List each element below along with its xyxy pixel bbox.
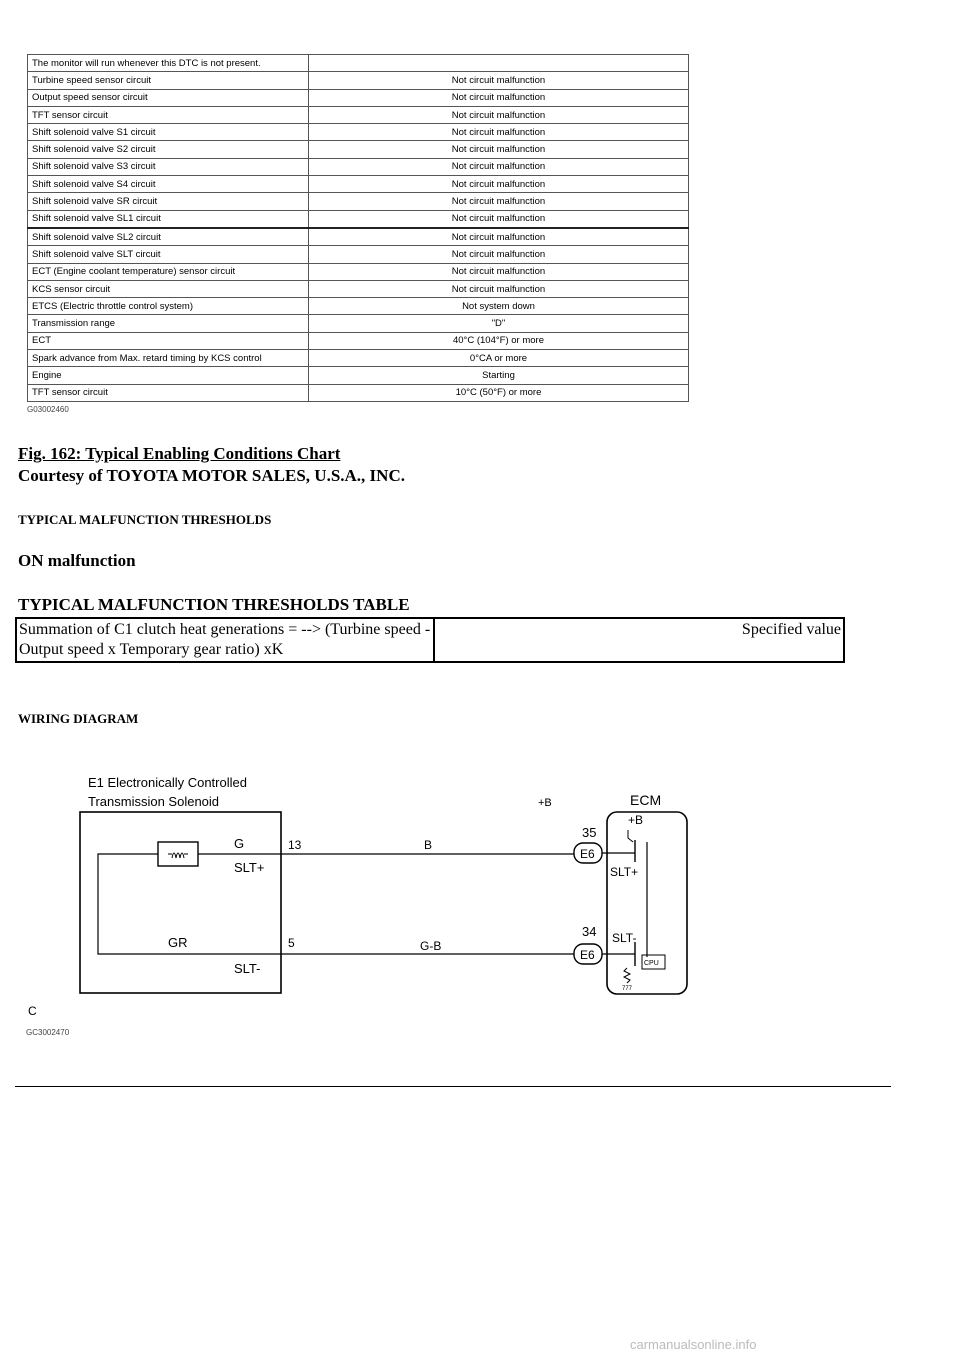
ecm-label: ECM xyxy=(630,792,662,808)
pin-35-label: 35 xyxy=(582,825,597,840)
chart-image-code: G03002460 xyxy=(27,405,69,414)
table-row xyxy=(28,298,689,315)
table-row xyxy=(28,193,689,210)
wire-color-g: G xyxy=(234,836,245,851)
condition-cell: Output speed sensor circuit xyxy=(28,89,309,106)
connector-e6-top-label: E6 xyxy=(580,847,595,861)
slt-plus-right-label: SLT+ xyxy=(610,865,639,879)
table-row xyxy=(28,89,689,106)
table-row xyxy=(28,384,689,401)
table-row xyxy=(28,72,689,89)
value-cell: Not circuit malfunction xyxy=(309,72,689,89)
resistor-icon xyxy=(624,968,630,983)
table-row xyxy=(28,280,689,297)
ecm-plus-b-lead xyxy=(628,830,633,842)
pin-13-label: 13 xyxy=(288,838,302,852)
value-cell: "D" xyxy=(309,315,689,332)
plus-b-label: +B xyxy=(538,797,552,809)
table-row xyxy=(28,228,689,246)
table-row xyxy=(28,263,689,280)
condition-cell: Engine xyxy=(28,367,309,384)
condition-cell: ETCS (Electric throttle control system) xyxy=(28,298,309,315)
condition-cell: Spark advance from Max. retard timing by KCS control xyxy=(28,350,309,367)
threshold-condition-cell: Summation of C1 clutch heat generations = --> (Turbine speed - Output speed x Temporary gear ratio) xK xyxy=(16,618,434,662)
value-cell: Not circuit malfunction xyxy=(309,280,689,297)
coil-icon xyxy=(168,853,188,858)
condition-cell: Turbine speed sensor circuit xyxy=(28,72,309,89)
diagram-image-code: GC3002470 xyxy=(26,1028,70,1037)
condition-cell: The monitor will run whenever this DTC is not present. xyxy=(28,55,309,72)
wire-color-gr: GR xyxy=(168,935,188,950)
pin-5-label: 5 xyxy=(288,936,295,950)
condition-cell: Shift solenoid valve S4 circuit xyxy=(28,176,309,193)
table-row xyxy=(28,246,689,263)
threshold-value-cell: Specified value xyxy=(434,618,844,662)
value-cell: Not circuit malfunction xyxy=(309,106,689,123)
table-row xyxy=(28,210,689,228)
value-cell xyxy=(309,55,689,72)
value-cell: 10°C (50°F) or more xyxy=(309,384,689,401)
value-cell: Not circuit malfunction xyxy=(309,210,689,228)
wire-gb-label: G-B xyxy=(420,939,442,953)
slt-minus-left-label: SLT- xyxy=(234,961,261,976)
enabling-conditions-chart xyxy=(27,54,689,402)
table-row xyxy=(28,332,689,349)
condition-cell: TFT sensor circuit xyxy=(28,106,309,123)
value-cell: 40°C (104°F) or more xyxy=(309,332,689,349)
table-row xyxy=(28,106,689,123)
ground-label: 777 xyxy=(622,986,633,992)
value-cell: Not circuit malfunction xyxy=(309,263,689,280)
wiring-heading: WIRING DIAGRAM xyxy=(18,711,139,726)
table-row xyxy=(16,618,844,662)
table-row xyxy=(28,315,689,332)
value-cell: 0°CA or more xyxy=(309,350,689,367)
wire-b-label: B xyxy=(424,838,433,852)
value-cell: Not circuit malfunction xyxy=(309,246,689,263)
value-cell: Not circuit malfunction xyxy=(309,89,689,106)
condition-cell: ECT (Engine coolant temperature) sensor circuit xyxy=(28,263,309,280)
table-row xyxy=(28,124,689,141)
condition-cell: KCS sensor circuit xyxy=(28,280,309,297)
enabling-conditions-table xyxy=(27,54,689,402)
condition-cell: Shift solenoid valve S1 circuit xyxy=(28,124,309,141)
condition-cell: TFT sensor circuit xyxy=(28,384,309,401)
cpu-label: CPU xyxy=(644,960,659,967)
table-row xyxy=(28,55,689,72)
condition-cell: Shift solenoid valve S2 circuit xyxy=(28,141,309,158)
value-cell: Not circuit malfunction xyxy=(309,141,689,158)
coil-symbol xyxy=(158,842,198,866)
solenoid-title-line2: Transmission Solenoid xyxy=(88,794,220,809)
condition-cell: Transmission range xyxy=(28,315,309,332)
thresholds-heading: TYPICAL MALFUNCTION THRESHOLDS xyxy=(18,512,272,527)
table-row xyxy=(28,350,689,367)
value-cell: Not circuit malfunction xyxy=(309,158,689,175)
solenoid-title-line1: E1 Electronically Controlled xyxy=(88,775,247,790)
horizontal-rule xyxy=(15,1086,891,1087)
table-row xyxy=(28,141,689,158)
slt-plus-left-label: SLT+ xyxy=(234,860,265,875)
figure-title[interactable]: Fig. 162: Typical Enabling Conditions Chart xyxy=(18,444,341,463)
value-cell: Starting xyxy=(309,367,689,384)
condition-cell: Shift solenoid valve SL1 circuit xyxy=(28,210,309,228)
value-cell: Not circuit malfunction xyxy=(309,228,689,246)
condition-cell: Shift solenoid valve SR circuit xyxy=(28,193,309,210)
condition-cell: Shift solenoid valve SLT circuit xyxy=(28,246,309,263)
value-cell: Not circuit malfunction xyxy=(309,193,689,210)
watermark: carmanualsonline.info xyxy=(630,1337,757,1352)
pin-34-label: 34 xyxy=(582,924,597,939)
diagram-footer-letter: C xyxy=(28,1004,37,1018)
connector-e6-bottom-label: E6 xyxy=(580,948,595,962)
value-cell: Not system down xyxy=(309,298,689,315)
condition-cell: ECT xyxy=(28,332,309,349)
table-row xyxy=(28,367,689,384)
table-row xyxy=(28,158,689,175)
condition-cell: Shift solenoid valve S3 circuit xyxy=(28,158,309,175)
plus-b-ecm-label: +B xyxy=(628,813,644,827)
threshold-table xyxy=(15,617,845,663)
table-row xyxy=(28,176,689,193)
on-malfunction-heading: ON malfunction xyxy=(18,551,136,570)
value-cell: Not circuit malfunction xyxy=(309,124,689,141)
condition-cell: Shift solenoid valve SL2 circuit xyxy=(28,228,309,246)
slt-minus-right-label: SLT- xyxy=(612,931,637,945)
figure-courtesy: Courtesy of TOYOTA MOTOR SALES, U.S.A., INC. xyxy=(18,466,405,485)
wiring-diagram xyxy=(22,762,722,1052)
threshold-table-heading: TYPICAL MALFUNCTION THRESHOLDS TABLE xyxy=(18,595,410,614)
value-cell: Not circuit malfunction xyxy=(309,176,689,193)
